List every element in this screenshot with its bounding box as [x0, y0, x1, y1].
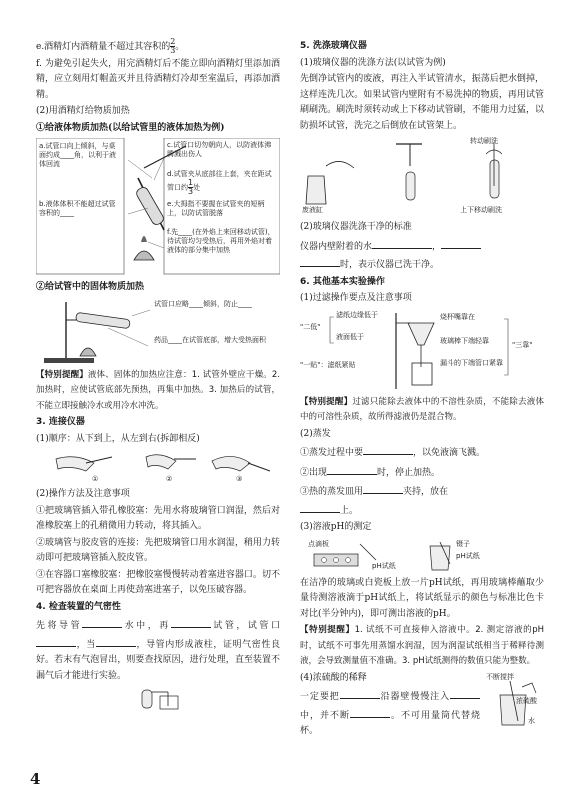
ph-text: 在洁净的玻璃或白瓷板上放一片pH试纸，再用玻璃棒蘸取少量待测溶液滴于pH试纸上，将试纸显示的颜色与标准比色卡对比(半分钟内)，即可测出溶液的pH。 [300, 577, 544, 619]
airtight-text: 先将导管 水中，再 试管，试管口，当 ，导管内形成液柱，证明气密性良好。若末有气泡冒出，则要查找原因，进行处理，直至装置不漏气后才能进行实验。 [36, 616, 280, 684]
filter-diagram [300, 309, 544, 393]
wash-method-title: (1)玻璃仪器的洗涤方法(以试管为例) [300, 57, 446, 68]
connect-order: (1)顺序：从下到上，从左到右(拆卸相反) [36, 433, 200, 444]
clean-standard-text: 仪器内壁附着的水 ， 时，表示仪器已洗干净。 [300, 237, 544, 274]
caption-r1: 烧杯嘴靠在 [440, 312, 475, 321]
alcohol-lamp-rule-f: f. 为避免引起失火，用完酒精灯后不能立即向酒精灯里添加酒精，应立刻用灯帽盖灭并且待酒精灯冷却至室温后，再添加酒精。 [36, 58, 280, 100]
blank[interactable] [171, 616, 211, 628]
connect-method-3: ③在容器口塞橡胶塞：把橡胶塞慢慢转动着塞进容器口。切不可把容器放在桌面上再使劲塞进塞子，以免压破容器。 [36, 569, 280, 595]
blank[interactable] [82, 616, 122, 628]
blank[interactable] [363, 482, 403, 494]
blank[interactable] [36, 635, 76, 647]
evaporate-1: ①蒸发过程中要 ，以免液滴飞溅。 [300, 443, 544, 462]
evaporate-2: ②出现 时，停止加热。 [300, 463, 544, 482]
caption-rotate: 转动刷洗 [470, 137, 498, 145]
caption-waste: 废液缸 [302, 206, 323, 214]
blank[interactable] [340, 687, 380, 699]
heating-solid-title: ②给试管中的固体物质加热 [36, 282, 145, 292]
special-tip-heating: 【特别提醒】液体、固体的加热应注意：1. 试管外壁应干燥。2. 加热时，应使试管底部先预热，再集中加热。3. 加热后的试管，不能立即接触冷水或用冷水冲洗。 [36, 369, 280, 411]
blank[interactable] [300, 255, 340, 267]
right-column [300, 38, 544, 741]
fig-label-3: ③ [236, 475, 243, 483]
caption-er1: 滤纸边缘低于 [336, 310, 378, 319]
caption-d: d.试管夹从底部往上套，夹在距试管口约 $\frac{1}{3}$ 处 [167, 170, 272, 196]
caption-ph-paper-2: pH试纸 [456, 551, 480, 560]
caption-stir: 不断搅拌 [486, 672, 514, 681]
blank[interactable] [372, 237, 432, 249]
section-heating-title: (2)用酒精灯给物质加热 [36, 106, 130, 116]
caption-solid-b: 药品____在试管底部，增大受热面积 [154, 335, 266, 344]
section-airtight-title: 4. 检查装置的气密性 [36, 601, 121, 612]
connect-figure [36, 449, 280, 485]
ph-diagram [300, 538, 544, 574]
special-tip-ph: 【特别提醒】1. 试纸不可直接伸入溶液中。2. 测定溶液的pH时，试纸不可事先用蒸馏水润湿，因为润湿试纸相当于稀释待测液，会导致测量值不准确。3. pH试纸测得的数值只能为整数。 [300, 625, 544, 666]
alcohol-lamp-rule-e: e.酒精灯内酒精量不超过其容积的 $\frac{2}{3}$ 。 [36, 37, 185, 55]
caption-updown: 上下移动刷洗 [460, 206, 502, 214]
filter-figure [300, 309, 544, 393]
special-tip-filter: 【特别提醒】过滤只能除去液体中的不溶性杂质，不能除去液体中的可溶性杂质，故所得滤液仍是混合物。 [300, 396, 544, 422]
solid-heating-figure [36, 298, 280, 366]
airtight-figure [36, 686, 280, 710]
caption-three-lean: "三靠" [512, 340, 533, 349]
filter-title: (1)过滤操作要点及注意事项 [300, 293, 412, 303]
dilution-text: 一定要把 沿器壁慢慢注入中，并不断 。不可用量筒代替烧杯。 [300, 687, 480, 740]
caption-r2: 玻璃棒下端轻靠 [440, 336, 489, 345]
airtight-diagram [36, 686, 280, 710]
fig-label-1: ① [92, 475, 99, 483]
ph-title: (3)溶液pH的测定 [300, 522, 372, 532]
fraction: $\frac{2}{3}$ [170, 37, 176, 55]
caption-ph-paper-1: pH试纸 [372, 561, 396, 570]
caption-one-stick: "一贴"：滤纸紧贴 [300, 360, 356, 369]
connect-methods-title: (2)操作方法及注意事项 [36, 489, 130, 499]
caption-acid: 浓硫酸 [516, 696, 537, 705]
caption-e: e.大拇指不要握在试管夹的短柄上，以防试管脱落 [167, 200, 265, 217]
section-other-title: 6. 其他基本实验操作 [300, 276, 385, 287]
clean-standard-title: (2)玻璃仪器洗涤干净的标准 [300, 222, 412, 232]
evaporate-3: ③热的蒸发皿用 夹持，放在 上。 [300, 482, 544, 519]
dilution-title: (4)浓硫酸的稀释 [300, 672, 367, 683]
blank[interactable] [441, 237, 481, 249]
fig-label-2: ② [166, 475, 173, 483]
connect-method-2: ②玻璃管与胶皮管的连接：先把玻璃管口用水润湿，稍用力转动即可把玻璃管插入胶皮管。 [36, 537, 280, 563]
dilution-figure [486, 673, 544, 729]
evaporate-title: (2)蒸发 [300, 428, 331, 439]
caption-f: f.先____(在外焰上来回移动试管)，待试管均匀受热后，再用外焰对着液体的部分集中加热 [167, 228, 275, 254]
caption-r3: 漏斗的下端管口紧靠 [440, 358, 503, 367]
blank[interactable] [450, 687, 480, 699]
caption-b: b.液体体积不能超过试管容积的____ [39, 200, 116, 217]
caption-water: 水 [528, 716, 535, 725]
caption-er2: 液面低于 [336, 332, 364, 341]
hand-connect-diagram [36, 449, 280, 485]
left-column [36, 38, 280, 712]
blank[interactable] [327, 463, 377, 475]
page-number: 4 [30, 770, 41, 788]
blank[interactable] [363, 443, 413, 455]
blank[interactable] [300, 501, 340, 513]
caption-c: c.试管口切勿朝向人，以防液体沸腾溅出伤人 [167, 141, 272, 158]
caption-a: a.试管口向上倾斜，与桌面约成____角，以利于液体回流 [39, 142, 116, 168]
dilution-block [300, 671, 544, 740]
liquid-heating-figure [36, 138, 280, 278]
caption-two-low: "二低" [300, 322, 321, 331]
caption-tweezers: 镊子 [456, 539, 470, 548]
connect-method-1: ①把玻璃管插入带孔橡胶塞：先用水将玻璃管口润湿，然后对准橡胶塞上的孔稍微用力转动，将其插入。 [36, 505, 280, 531]
wash-diagram [300, 136, 544, 218]
wash-figure [300, 136, 544, 218]
wash-method-text: 先倒净试管内的废液，再注入半试管清水，振荡后把水倒掉，这样连洗几次。如果试管内壁附有不易洗掉的物质，再用试管刷刷洗。刷洗时须转动或上下移动试管刷，不能用力过猛，以防损坏试管，洗完之后倒放在试管架上。 [300, 74, 544, 131]
section-connect-title: 3. 连接仪器 [36, 417, 85, 427]
caption-solid-a: 试管口应略____倾斜，防止____ [154, 299, 252, 308]
ph-figure [300, 538, 544, 574]
caption-spot-plate: 点滴板 [308, 539, 329, 548]
blank[interactable] [350, 706, 390, 718]
heating-liquid-title: ①给液体物质加热(以给试管里的液体加热为例) [36, 122, 225, 133]
blank[interactable] [96, 635, 136, 647]
section-wash-title: 5. 洗涤玻璃仪器 [300, 41, 367, 51]
